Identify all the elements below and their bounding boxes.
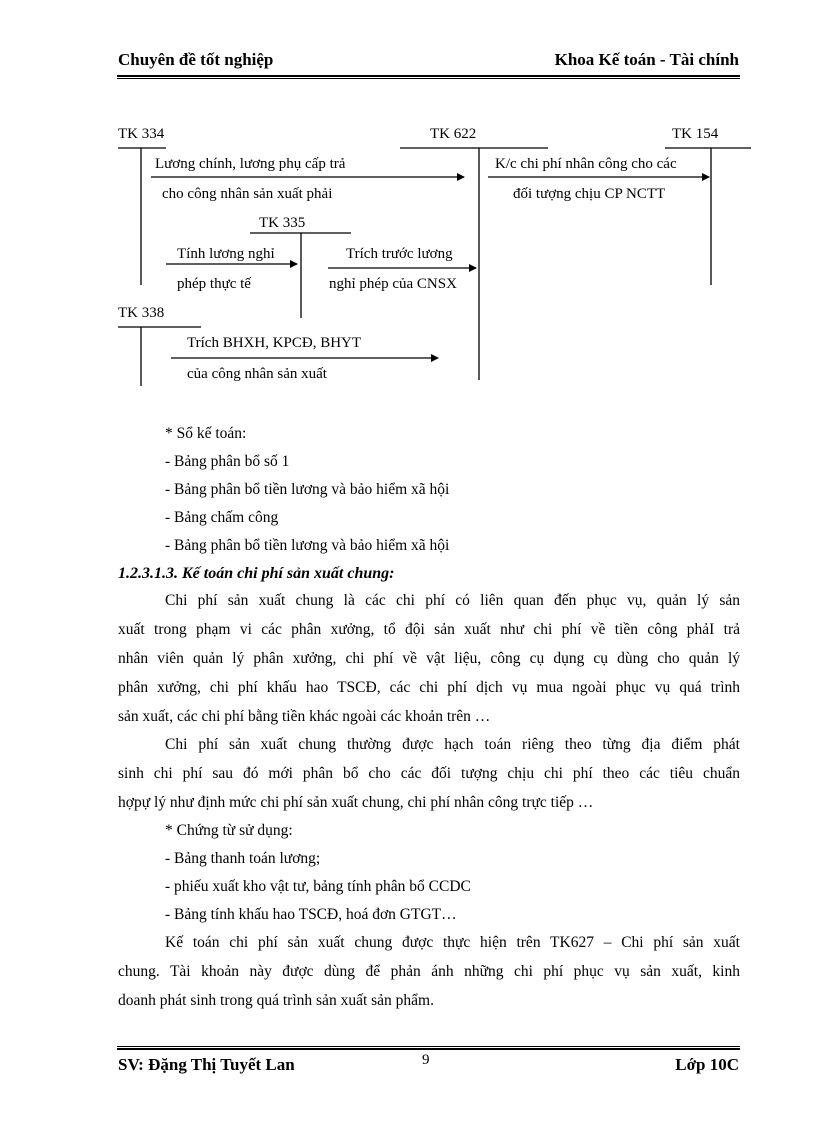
header-left: Chuyên đề tốt nghiệp <box>118 50 274 69</box>
arrow3-line2: phép thực tế <box>177 276 251 292</box>
paragraph-line: phân xưởng, chi phí khấu hao TSCĐ, các chi phí dịch vụ mua ngoài phục vụ quá trình <box>118 679 740 696</box>
docs-item: - Bảng thanh toán lương; <box>165 850 321 867</box>
arrow5-line2: của công nhân sản xuất <box>187 366 327 382</box>
paragraph-line: nhân viên quản lý phân xưởng, chi phí về vật liệu, công cụ dụng cụ dùng cho quản lý <box>118 650 740 667</box>
footer-left: SV: Đặng Thị Tuyết Lan <box>118 1055 295 1074</box>
tk335-label: TK 335 <box>259 215 306 231</box>
paragraph-line: sản xuất, các chi phí bằng tiền khác ngoài các khoản trên … <box>118 708 491 725</box>
tk338-label: TK 338 <box>118 305 165 321</box>
books-title: * Sổ kế toán: <box>165 425 247 442</box>
books-item: - Bảng phân bổ tiền lương và bảo hiểm xã hội <box>165 481 450 498</box>
paragraph-line: sinh chi phí sau đó mới phân bổ cho các đối tượng chịu chi phí theo các tiêu chuẩn <box>118 765 740 782</box>
arrow5-line1: Trích BHXH, KPCĐ, BHYT <box>187 335 362 351</box>
paragraph-line: Kế toán chi phí sản xuất chung được thực hiện trên TK627 – Chi phí sản xuất <box>165 934 740 951</box>
arrow2-line1: K/c chi phí nhân công cho các <box>495 156 677 172</box>
arrow1-line1: Lương chính, lương phụ cấp trả <box>155 156 346 172</box>
docs-item: - phiếu xuất kho vật tư, bảng tính phân bổ CCDC <box>165 878 471 895</box>
footer-rule-thin <box>117 1046 740 1047</box>
tk622-label: TK 622 <box>430 126 477 142</box>
docs-title: * Chứng từ sử dụng: <box>165 822 293 839</box>
page-number: 9 <box>422 1052 430 1068</box>
books-item: - Bảng chấm công <box>165 509 279 526</box>
books-item: - Bảng phân bổ số 1 <box>165 453 290 470</box>
arrow2-line2: đối tượng chịu CP NCTT <box>513 186 666 202</box>
paragraph-line: doanh phát sinh trong quá trình sản xuất sản phẩm. <box>118 992 434 1009</box>
tk154-label: TK 154 <box>672 126 719 142</box>
paragraph-line: Chi phí sản xuất chung là các chi phí có liên quan đến phục vụ, quản lý sản <box>165 592 740 609</box>
paragraph-line: xuất trong phạm vi các phân xưởng, tổ đội sản xuất như chi phí về tiền công phảI trả <box>118 621 740 638</box>
tk334-label: TK 334 <box>118 126 165 142</box>
section-title: 1.2.3.1.3. Kế toán chi phí sản xuất chung: <box>118 565 395 582</box>
arrow1-line2: cho công nhân sản xuất phải <box>162 186 333 202</box>
arrow4-line2: nghỉ phép của CNSX <box>329 276 457 292</box>
arrow3-line1: Tính lương nghỉ <box>177 246 275 262</box>
arrow4-line1: Trích trước lương <box>346 246 453 262</box>
paragraph-line: Chi phí sản xuất chung thường được hạch toán riêng theo từng địa điểm phát <box>165 736 740 753</box>
footer-right: Lớp 10C <box>675 1055 739 1074</box>
t-account-diagram <box>0 0 816 400</box>
books-item: - Bảng phân bổ tiền lương và bảo hiểm xã hội <box>165 537 450 554</box>
paragraph-line: hợpự lý như định mức chi phí sản xuất chung, chi phí nhân công trực tiếp … <box>118 794 594 811</box>
header-right: Khoa Kế toán - Tài chính <box>554 50 739 69</box>
footer-rule <box>117 1048 740 1050</box>
paragraph-line: chung. Tài khoản này được dùng để phản ánh những chi phí phục vụ sản xuất, kinh <box>118 963 740 980</box>
docs-item: - Bảng tính khấu hao TSCĐ, hoá đơn GTGT… <box>165 906 457 923</box>
